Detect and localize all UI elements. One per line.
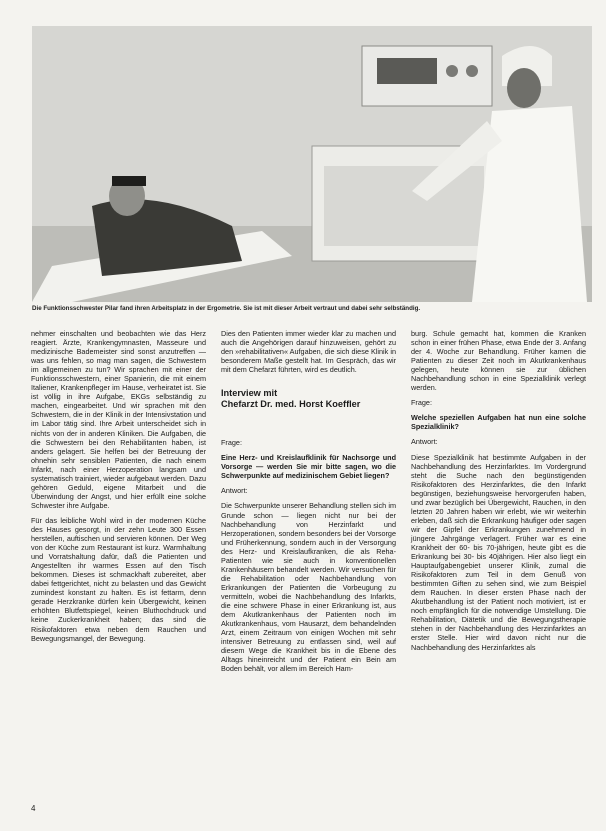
column-2 (221, 329, 396, 679)
answer-text: Diese Spezialklinik hat bestimmte Aufgaben in der Nachbehandlung des Herzinfarktes. Im Vordergrund steht die Suche nach den begünstigenden Risikofaktoren des Herzinfarktes, die den Infarkt begünstigen, beziehungsweise hervorgerufen haben, und zwar bezüglich bei Übergewicht, Rauchen, in den letzten 20 Jahren haben wir erlebt, wie wir weiterhin erleben, daß sich die Erkrankung häufiger oder sagen wir der Gipfel der Erkrankungen zunehmend in jüngere Jahrgänge verlagert. Früher war es eine Krankheit der 60- bis 70-jährigen, heute gibt es die Erkrankung bei 30- bis 40jährigen. Hier also liegt ein Hauptaufgabengebiet unserer Klinik, zumal die Risikofaktoren zum Teil in dem Genuß von bestimmten Giften zu sehen sind, wie zum Beispiel dem Rauchen. In dieser ersten Phase nach der Akutbehandlung ist der Patient noch motiviert, ist er noch empfänglich für die notwendige Umstellung. Die Rehabilitation, Diätetik und die Bewegungstherapie stehen in der Nachbehandlung des Herzinfarktes an erster Stelle. Hier wird davon nicht nur die Nachbehandlung des Herzinfarktes als (411, 452, 586, 652)
col1-paragraph-1: nehmer einschalten und beobachten wie das Herz reagiert. Ärzte, Krankengymnasten, Masseure und medizinische Bademeister sind sonst anzutreffen — was uns fehlen, so mag man sagen, die Schwestern im allgemeinen zu tun? Wir sprachen mit einer der Funktionsschwestern, einer Spanierin, die mit einem Italiener, Krankenpfleger im Hause, verheiratet ist. Sie ist völlig in ihre Aufgabe, EKGs selbständig zu machen, eingearbeitet. Und wir sprachen mit den Schwestern, die in der Klinik in der Intensivstation und im Labor tätig sind. Ihre Arbeit unterscheidet sich in nichts von der in anderen Kliniken. Die Aufgaben, die die Schwestern bei den Rehabilitanten haben, ist anders gelagert. Sie helfen bei der Betreuung der ohnehin sehr sensiblen Patienten, die nach einem Infarkt, nach einer Herzoperation langsam und systematisch trainiert, wieder aufgebaut werden. Dazu gehören Geduld, eigene Mitarbeit und die Überwindung der Angst, und hier erfüllt eine solche Schwester ihre Aufgabe. (31, 329, 206, 510)
column-1 (31, 329, 206, 649)
ergometry-scene-illustration (32, 26, 592, 302)
question-label: Frage: (411, 398, 432, 408)
col1-paragraph-2: Für das leibliche Wohl wird in der modernen Küche des Hauses gesorgt, in der zehn Leute 300 Essen herstellen, auftischen und servieren können. Der Weg von der Küche zum Restaurant ist kurz. Warmhaltung und Vorratshaltung dafür, daß die Patienten und Angestellten ihr warmes Essen auf den Tisch bekommen. Dieses ist schmackhaft zubereitet, aber dabei fettgerichtet, nicht zu belasten und das Gewicht zumindest konstant zu halten. Es ist fettarm, denn gerade Herzkranke dürfen kein Übergewicht, keinen erhöhten Blutfettspiegel, keinen Bluthochdruck und keine Zuckerkrankheit haben; das sind die Risikofaktoren etwa neben dem Rauchen und Bewegungsmangel, der Bewegung. (31, 515, 206, 643)
page-number: 4 (31, 804, 36, 813)
interview-heading (221, 388, 396, 410)
question-text: Eine Herz- und Kreislaufklinik für Nachsorge und Vorsorge — werden Sie mir bitte sagen, wo die Schwerpunkte auf medizinischem Gebiet liegen? (221, 453, 396, 481)
question-label: Frage: (221, 438, 242, 448)
question-text: Welche speziellen Aufgaben hat nun eine solche Spezialklinik? (411, 413, 586, 432)
photo-caption: Die Funktionsschwester Pilar fand ihren Arbeitsplatz in der Ergometrie. Sie ist mit dieser Arbeit vertraut und dabei sehr selbständig. (32, 305, 421, 312)
column-3 (411, 329, 586, 658)
col3-intro: burg. Schule gemacht hat, kommen die Kranken schon in einer frühen Phase, etwa Ende der 3. Anfang der 4. Woche zur Behandlung. Früher kamen die Patienten zu dieser Zeit noch im Akutkrankenhaus gelegen, heute können sie zur üblichen Nachbehandlung schon in eine Spezialklinik verlegt werden. (411, 329, 586, 393)
ergometry-photo (32, 26, 592, 302)
interview-heading-line-1: Interview mit (221, 388, 278, 399)
answer-label: Antwort: (221, 486, 248, 496)
col2-intro: Dies den Patienten immer wieder klar zu machen und auch die Angehörigen darauf hinzuweisen, gehört zu den »rehabilitativen« Aufgaben, die sich diese Klinik in besonderem Maße gestellt hat. Im Gespräch, das wir mit dem Chefarzt führten, wird es deutlich. (221, 329, 396, 375)
interview-heading-line-2: Chefarzt Dr. med. Horst Koeffler (221, 399, 361, 410)
answer-text: Die Schwerpunkte unserer Behandlung stellen sich im Grunde schon — liegen nicht nur bei der Nachbehandlung von Herzinfarkt und Herzoperationen, sondern besonders bei der Vorsorge und Früherkennung, sondern auch in der Versorgung des Herz- und Kreislaufkranken, die als Reha-Patienten wie sie auch in konventionellen Krankenhäusern behandelt werden. Wir versuchen für die Rehabilitation oder Nachbehandlung von Erkrankungen der Patienten die Vorbeugung zu vermitteln, wobei die Nachbehandlung des Infarkts, die eine schwere Phase in einer Erkrankung ist, aus dem Akutkrankenhaus der Patienten noch im Akutkrankenhaus, vom Hausarzt, dem behandelnden Arzt, einem Zeitraum von einigen Wochen mit sehr intensiver Betreuung zu entlassen sind, weil auf diesem Wege die Krankheit bis in die Ebene des Alltags hineinreicht und der Patient ein Bein am Boden behält, vor allem im Bereich Ham- (221, 501, 396, 674)
answer-label: Antwort: (411, 437, 438, 447)
